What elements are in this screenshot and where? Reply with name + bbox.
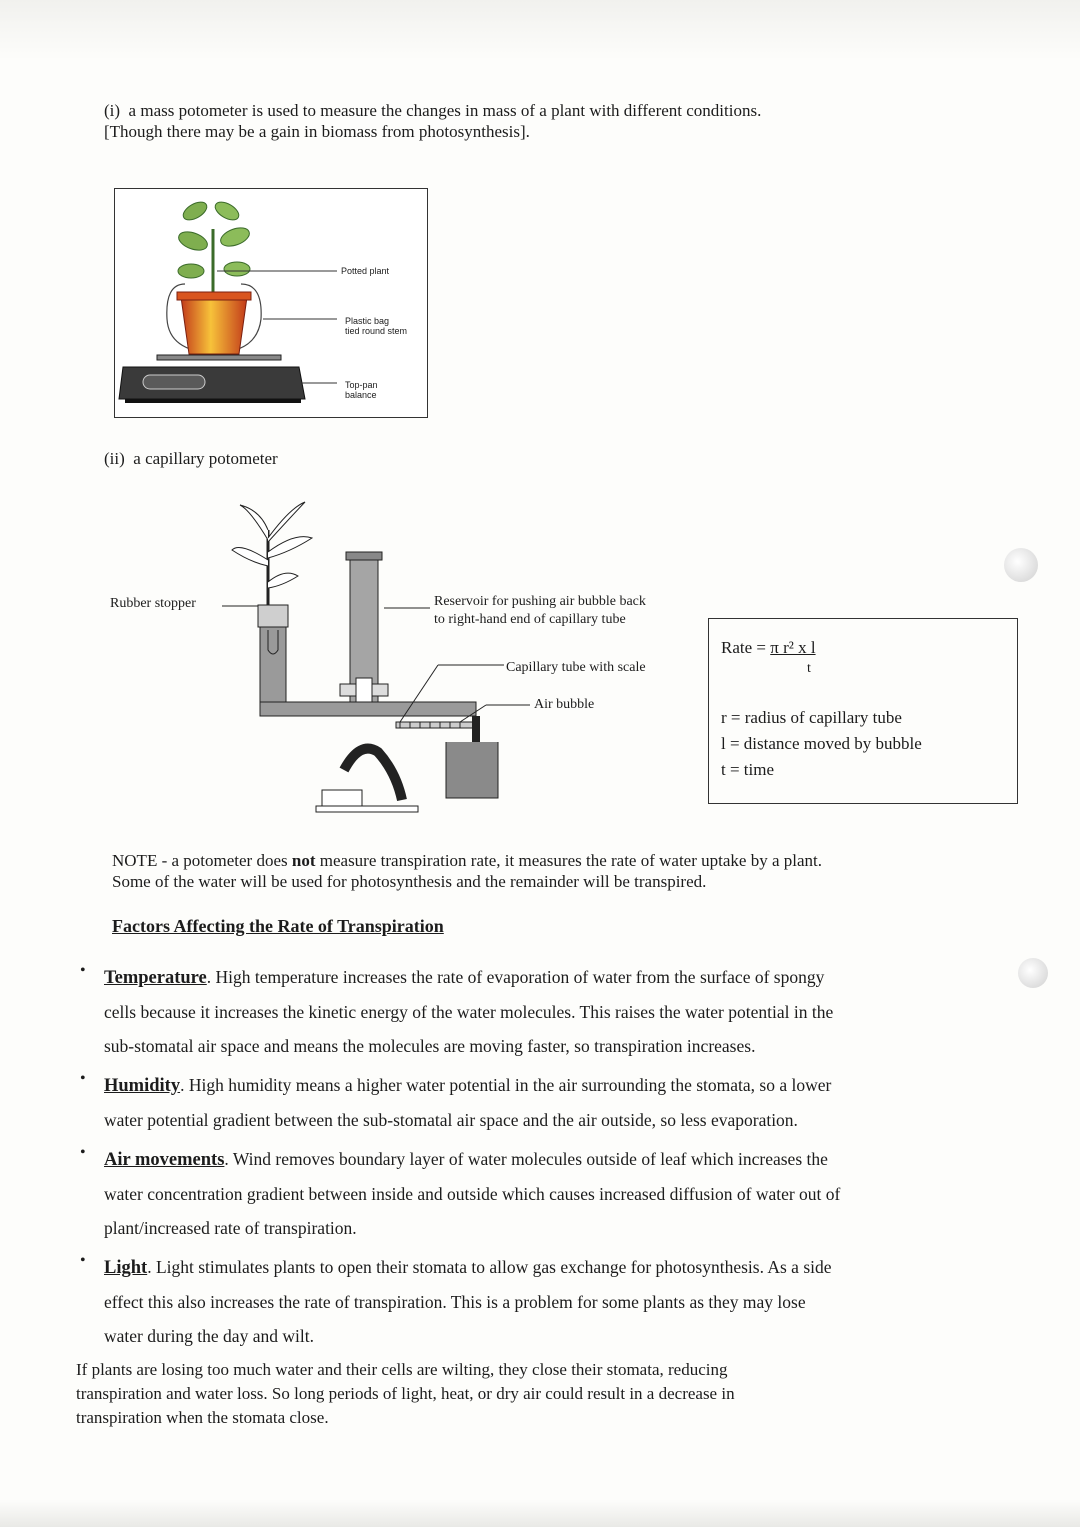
factor-title: Air movements [104, 1150, 225, 1170]
part-i-text [104, 100, 964, 143]
factor-text: cells because it increases the kinetic energy of the water molecules. This raises the water potential in the [104, 1002, 834, 1022]
part-i-line1: a mass potometer is used to measure the changes in mass of a plant with different conditions. [128, 101, 762, 120]
factors-heading: Factors Affecting the Rate of Transpiration [112, 916, 444, 936]
part-ii-label: (ii) [104, 449, 125, 468]
label-air-bubble: Air bubble [534, 697, 595, 712]
formula-def-r: r = radius of capillary tube [721, 708, 902, 727]
factor-text: water concentration gradient between inside and outside which causes increased diffusion of water out of [104, 1184, 841, 1204]
page-bottom-edge [0, 1500, 1080, 1527]
mass-potometer-diagram [115, 189, 427, 417]
bullet-dot: • [80, 1070, 86, 1087]
part-ii-text [104, 448, 278, 469]
label-potted-plant: Potted plant [341, 266, 390, 276]
part-i-label: (i) [104, 101, 121, 120]
factor-text: . Wind removes boundary layer of water molecules outside of leaf which increases the [224, 1149, 828, 1169]
label-reservoir-line2: to right-hand end of capillary tube [434, 612, 626, 627]
factor-light [104, 1250, 1034, 1353]
formula-def-l: l = distance moved by bubble [721, 734, 922, 753]
factor-title: Temperature [104, 968, 207, 988]
formula-denominator: t [807, 661, 811, 676]
factor-text: . High humidity means a higher water potential in the air surrounding the stomata, so a lower [180, 1075, 832, 1095]
formula-numerator: π r² x l [770, 638, 816, 657]
hole-punch-mark [1004, 548, 1038, 582]
note-line2: Some of the water will be used for photosynthesis and the remainder will be transpired. [112, 872, 707, 892]
label-reservoir-line1: Reservoir for pushing air bubble back [434, 594, 646, 609]
note-paragraph [112, 850, 1032, 893]
label-tied-round-stem: tied round stem [345, 326, 408, 336]
bullet-dot: • [80, 1252, 86, 1269]
note-suffix: measure transpiration rate, it measures the rate of water uptake by a plant. [315, 851, 822, 870]
factor-humidity [104, 1068, 1034, 1137]
label-capillary-tube: Capillary tube with scale [506, 660, 646, 675]
label-balance: balance [345, 390, 377, 400]
factor-text: sub-stomatal air space and means the molecules are moving faster, so transpiration increases. [104, 1036, 756, 1056]
factor-title: Light [104, 1258, 148, 1278]
note-bold: not [291, 851, 316, 870]
rate-formula-box [708, 618, 1018, 804]
bullet-dot: • [80, 1144, 86, 1161]
bullet-dot: • [80, 962, 86, 979]
factor-text: effect this also increases the rate of transpiration. This is a problem for some plants as they may lose [104, 1292, 806, 1312]
closing-line: If plants are losing too much water and their cells are wilting, they close their stomata, reducing [76, 1360, 728, 1379]
factor-text: plant/increased rate of transpiration. [104, 1218, 357, 1238]
factor-title: Humidity [104, 1076, 181, 1096]
closing-line: transpiration and water loss. So long periods of light, heat, or dry air could result in a decrease in [76, 1384, 735, 1403]
factor-text: water potential gradient between the sub-stomatal air space and the air outside, so less evaporation. [104, 1110, 798, 1130]
formula-def-t: t = time [721, 760, 775, 779]
label-rubber-stopper: Rubber stopper [110, 596, 196, 611]
factor-air-movements [104, 1142, 1034, 1245]
label-top-pan: Top-pan [345, 380, 378, 390]
factor-text: . Light stimulates plants to open their stomata to allow gas exchange for photosynthesis. As a side [147, 1257, 832, 1277]
closing-line: transpiration when the stomata close. [76, 1408, 329, 1427]
factor-text: . High temperature increases the rate of evaporation of water from the surface of spongy [206, 967, 825, 987]
label-plastic-bag: Plastic bag [345, 316, 390, 326]
page-top-edge [0, 0, 1080, 60]
part-i-line2: [Though there may be a gain in biomass from photosynthesis]. [104, 122, 530, 142]
formula-rate-label: Rate = [721, 638, 771, 657]
formula-rate [721, 637, 816, 658]
closing-paragraph [76, 1358, 996, 1430]
part-ii-caption: a capillary potometer [133, 449, 278, 468]
factor-text: water during the day and wilt. [104, 1326, 314, 1346]
note-prefix: NOTE - a potometer does [112, 851, 292, 870]
mass-potometer-figure [114, 188, 428, 418]
factor-temperature [104, 960, 1034, 1063]
